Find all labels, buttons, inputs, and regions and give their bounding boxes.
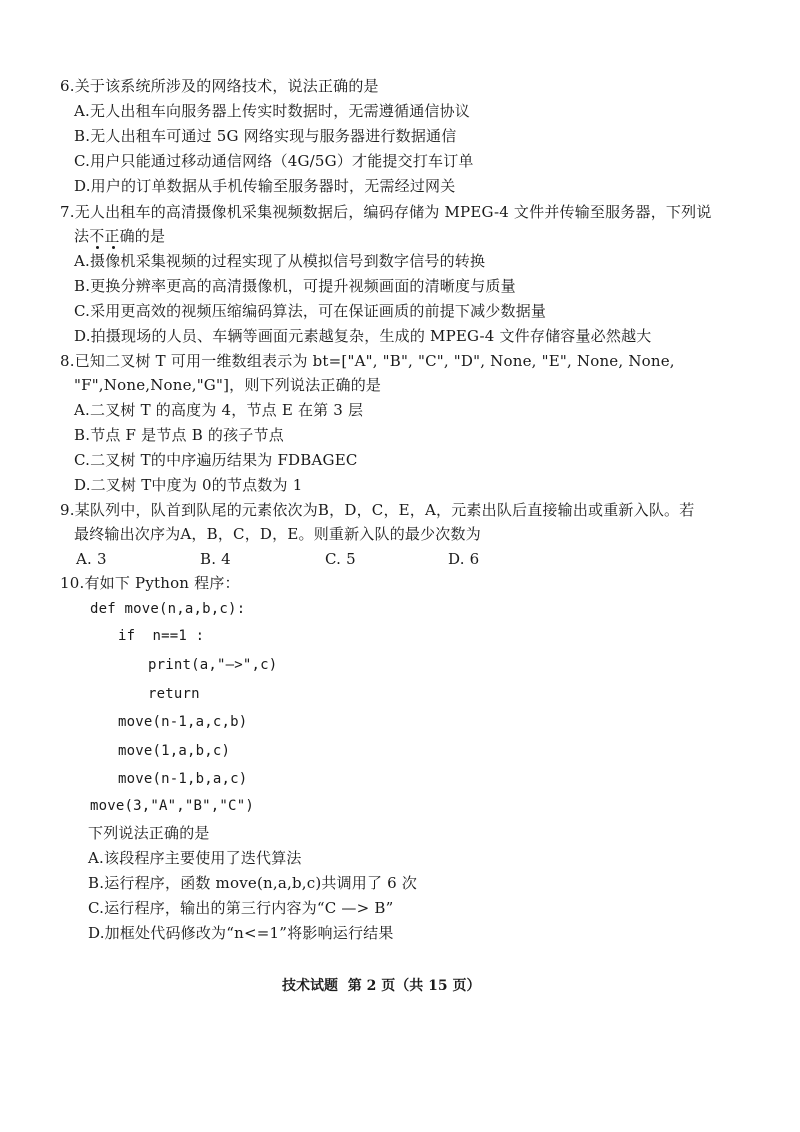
q8-option-d: D.二叉树 T中度为 0的节点数为 1 (74, 476, 303, 494)
q7-option-c: C.采用更高效的视频压缩编码算法，可在保证画质的前提下减少数据量 (74, 302, 547, 320)
q8-option-a: A.二叉树 T 的高度为 4，节点 E 在第 3 层 (74, 401, 364, 419)
q10-option-c: C.运行程序，输出的第三行内容为“C —> B” (88, 899, 394, 917)
q7-stem-line1: 7.无人出租车的高清摄像机采集视频数据后，编码存储为 MPEG-4 文件并传输至服务器，下列说 (60, 203, 712, 221)
q6-option-a: A.无人出租车向服务器上传实时数据时，无需遵循通信协议 (74, 102, 471, 120)
q6-option-b: B.无人出租车可通过 5G 网络实现与服务器进行数据通信 (74, 127, 457, 145)
q9-option-c: C. 5 (325, 550, 356, 568)
q9-option-b: B. 4 (200, 550, 231, 568)
code-line-move2: move(1,a,b,c) (118, 743, 231, 759)
q10-stem: 10.有如下 Python 程序： (60, 574, 240, 592)
q7-stem-line2: 法不正确的是 (74, 227, 166, 245)
page-footer: 技术试题 第 2 页（共 15 页） (282, 978, 481, 994)
emphasis-dot-mark (96, 246, 99, 249)
q10-option-d: D.加框处代码修改为“n<=1”将影响运行结果 (88, 924, 394, 942)
q8-option-b: B.节点 F 是节点 B 的孩子节点 (74, 426, 284, 444)
q9-option-d: D. 6 (448, 550, 480, 568)
q8-stem-line2: "F",None,None,"G"]，则下列说法正确的是 (74, 376, 382, 394)
code-line-call: move(3,"A","B","C") (90, 798, 254, 814)
q10-option-a: A.该段程序主要使用了迭代算法 (88, 849, 302, 867)
q6-option-d: D.用户的订单数据从手机传输至服务器时，无需经过网关 (74, 177, 456, 195)
q8-stem-line1: 8.已知二叉树 T 可用一维数组表示为 bt=["A", "B", "C", "D", None, "E", None, None, (60, 352, 675, 370)
emphasis-dot-mark (112, 246, 115, 249)
q9-option-a: A. 3 (76, 550, 107, 568)
q7-option-d: D.拍摄现场的人员、车辆等画面元素越复杂，生成的 MPEG-4 文件存储容量必然越大 (74, 327, 652, 345)
q6-option-c: C.用户只能通过移动通信网络（4G/5G）才能提交打车订单 (74, 152, 474, 170)
code-line-if: if n==1 : (118, 628, 205, 644)
code-line-return: return (148, 686, 200, 702)
q10-prompt: 下列说法正确的是 (88, 824, 210, 842)
code-line-def: def move(n,a,b,c): (90, 601, 246, 617)
q7-option-a: A.摄像机采集视频的过程实现了从模拟信号到数字信号的转换 (74, 252, 486, 270)
code-line-print: print(a,"—>",c) (148, 657, 278, 673)
code-line-move3: move(n-1,b,a,c) (118, 771, 248, 787)
q10-option-b: B.运行程序，函数 move(n,a,b,c)共调用了 6 次 (88, 874, 418, 892)
q7-option-b: B.更换分辨率更高的高清摄像机，可提升视频画面的清晰度与质量 (74, 277, 516, 295)
q9-stem-line1: 9.某队列中，队首到队尾的元素依次为B，D，C，E，A，元素出队后直接输出或重新入队。若 (60, 501, 695, 519)
q9-stem-line2: 最终输出次序为A，B，C，D，E。则重新入队的最少次数为 (74, 525, 481, 543)
q6-stem: 6.关于该系统所涉及的网络技术，说法正确的是 (60, 77, 379, 95)
q8-option-c: C.二叉树 T的中序遍历结果为 FDBAGEC (74, 451, 358, 469)
code-line-move1: move(n-1,a,c,b) (118, 714, 248, 730)
